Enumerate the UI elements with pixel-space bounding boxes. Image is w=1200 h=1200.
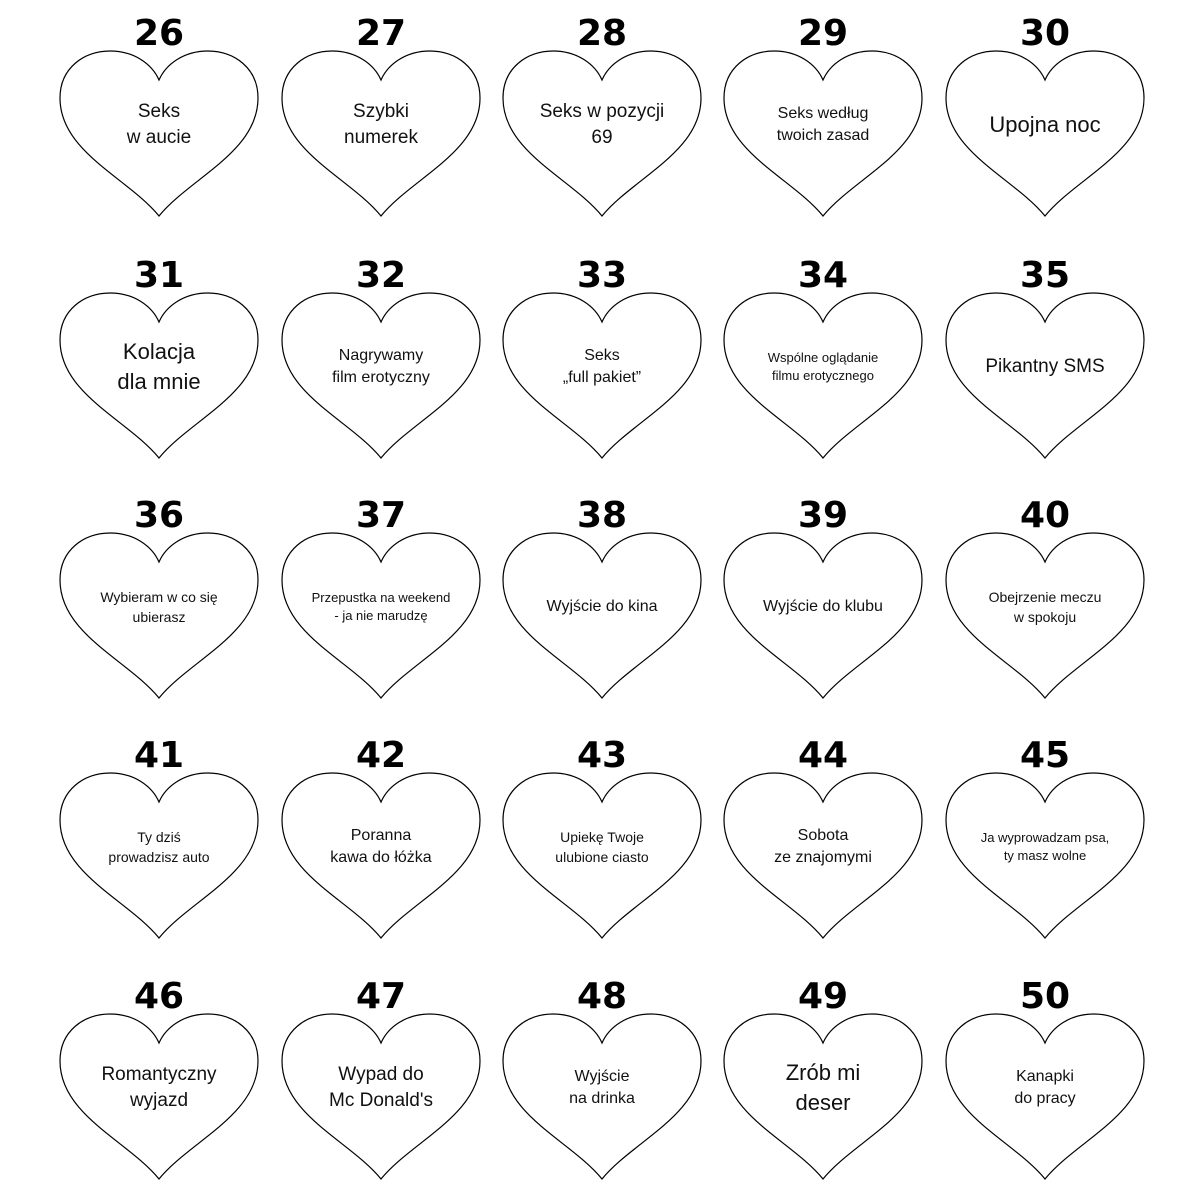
card-text [302, 572, 460, 642]
card-text-line: do pracy [1014, 1090, 1076, 1107]
heart-card [491, 722, 713, 954]
card-number: 32 [355, 255, 407, 296]
card-text-line: „full pakiet” [562, 369, 642, 386]
card-number: 39 [797, 495, 849, 536]
heart-card [48, 482, 270, 714]
heart-card [270, 0, 492, 232]
card-number: 47 [355, 976, 407, 1017]
card-number: 36 [133, 495, 185, 536]
card-text-line: Upojna noc [989, 112, 1101, 137]
card-number: 42 [355, 735, 407, 776]
card-text [302, 812, 460, 882]
card-text-line: ulubione ciasto [555, 849, 649, 865]
card-text [523, 90, 681, 160]
card-text-line: 69 [591, 127, 613, 148]
card-text-line: Kanapki [1016, 1068, 1074, 1085]
card-text-line: film erotyczny [332, 369, 430, 386]
card-text-line: Seks [584, 347, 620, 364]
card-number: 26 [133, 13, 185, 54]
card-text [966, 572, 1124, 642]
card-text [966, 90, 1124, 160]
card-text-line: Romantyczny [101, 1064, 217, 1085]
heart-card [712, 242, 934, 474]
card-text [744, 812, 902, 882]
card-number: 41 [133, 735, 185, 776]
heart-card [270, 242, 492, 474]
heart-card [491, 242, 713, 474]
card-text-line: wyjazd [129, 1090, 189, 1111]
card-text-line: w aucie [126, 127, 192, 148]
heart-card [934, 722, 1156, 954]
card-text [744, 90, 902, 160]
heart-card [270, 722, 492, 954]
heart-card [491, 963, 713, 1195]
card-text [302, 1053, 460, 1123]
card-text-line: deser [795, 1090, 851, 1115]
heart-card [48, 722, 270, 954]
card-text-line: numerek [344, 127, 418, 148]
card-text-line: Ty dziś [137, 829, 181, 845]
heart-card [712, 0, 934, 232]
card-text [744, 332, 902, 402]
card-text-line: Pikantny SMS [985, 356, 1105, 377]
card-number: 49 [797, 976, 849, 1017]
heart-card [934, 242, 1156, 474]
card-number: 33 [576, 255, 628, 296]
card-text [80, 90, 238, 160]
card-text-line: Obejrzenie meczu [988, 589, 1102, 605]
heart-card [934, 963, 1156, 1195]
card-text [744, 572, 902, 642]
card-text-line: ze znajomymi [774, 849, 872, 866]
card-number: 43 [576, 735, 628, 776]
card-text-line: na drinka [569, 1090, 635, 1107]
card-text-line: Wybieram w co się [100, 589, 218, 605]
card-text-line: Wyjście do kina [546, 598, 658, 615]
heart-card [491, 482, 713, 714]
card-text-line: Kolacja [122, 339, 196, 364]
card-text-line: Seks według [777, 105, 869, 122]
card-text [80, 572, 238, 642]
heart-card [48, 0, 270, 232]
card-text-line: Sobota [797, 827, 849, 844]
card-text [744, 1053, 902, 1123]
card-text-line: Nagrywamy [338, 347, 424, 364]
card-text-line: Seks w pozycji [539, 101, 665, 122]
card-text-line: Zrób mi [785, 1060, 861, 1085]
card-text [966, 812, 1124, 882]
card-text [302, 90, 460, 160]
card-number: 30 [1019, 13, 1071, 54]
card-text [80, 1053, 238, 1123]
heart-card [712, 482, 934, 714]
card-number: 40 [1019, 495, 1071, 536]
card-text [302, 332, 460, 402]
card-text-line: Upiekę Twoje [560, 829, 644, 845]
heart-card [934, 0, 1156, 232]
card-number: 34 [797, 255, 849, 296]
card-text-line: Przepustka na weekend [311, 590, 451, 605]
card-number: 46 [133, 976, 185, 1017]
heart-card [712, 722, 934, 954]
card-text-line: Wyjście [574, 1068, 630, 1085]
heart-card [270, 482, 492, 714]
card-text-line: Ja wyprowadzam psa, [980, 830, 1110, 845]
heart-card [48, 242, 270, 474]
card-text [80, 332, 238, 402]
card-number: 44 [797, 735, 849, 776]
card-number: 29 [797, 13, 849, 54]
card-text [966, 1053, 1124, 1123]
card-number: 38 [576, 495, 628, 536]
card-text [523, 812, 681, 882]
card-number: 37 [355, 495, 407, 536]
card-text-line: Wyjście do klubu [763, 598, 883, 615]
card-number: 28 [576, 13, 628, 54]
card-number: 35 [1019, 255, 1071, 296]
card-text [523, 332, 681, 402]
heart-card [491, 0, 713, 232]
card-text-line: dla mnie [117, 369, 201, 394]
card-text-line: Wypad do [338, 1064, 424, 1085]
card-number: 31 [133, 255, 185, 296]
card-text-line: ty masz wolne [1003, 848, 1087, 863]
card-text-line: kawa do łóżka [330, 849, 432, 866]
heart-card [270, 963, 492, 1195]
card-text-line: w spokoju [1013, 609, 1077, 625]
heart-card [934, 482, 1156, 714]
heart-card [48, 963, 270, 1195]
card-text-line: Seks [137, 101, 181, 122]
card-text-line: - ja nie marudzę [334, 608, 428, 623]
card-number: 48 [576, 976, 628, 1017]
card-number: 27 [355, 13, 407, 54]
heart-card [712, 963, 934, 1195]
card-text-line: filmu erotycznego [772, 368, 874, 383]
card-text [523, 1053, 681, 1123]
card-number: 50 [1019, 976, 1071, 1017]
card-text [966, 332, 1124, 402]
card-text-line: Poranna [350, 827, 412, 844]
card-text-line: twoich zasad [776, 127, 870, 144]
card-text-line: Wspólne oglądanie [767, 350, 879, 365]
card-text-line: Szybki [353, 101, 409, 122]
card-number: 45 [1019, 735, 1071, 776]
card-text-line: Mc Donald's [329, 1090, 433, 1111]
card-text [80, 812, 238, 882]
card-text-line: prowadzisz auto [108, 849, 210, 865]
card-text [523, 572, 681, 642]
card-text-line: ubierasz [132, 609, 186, 625]
